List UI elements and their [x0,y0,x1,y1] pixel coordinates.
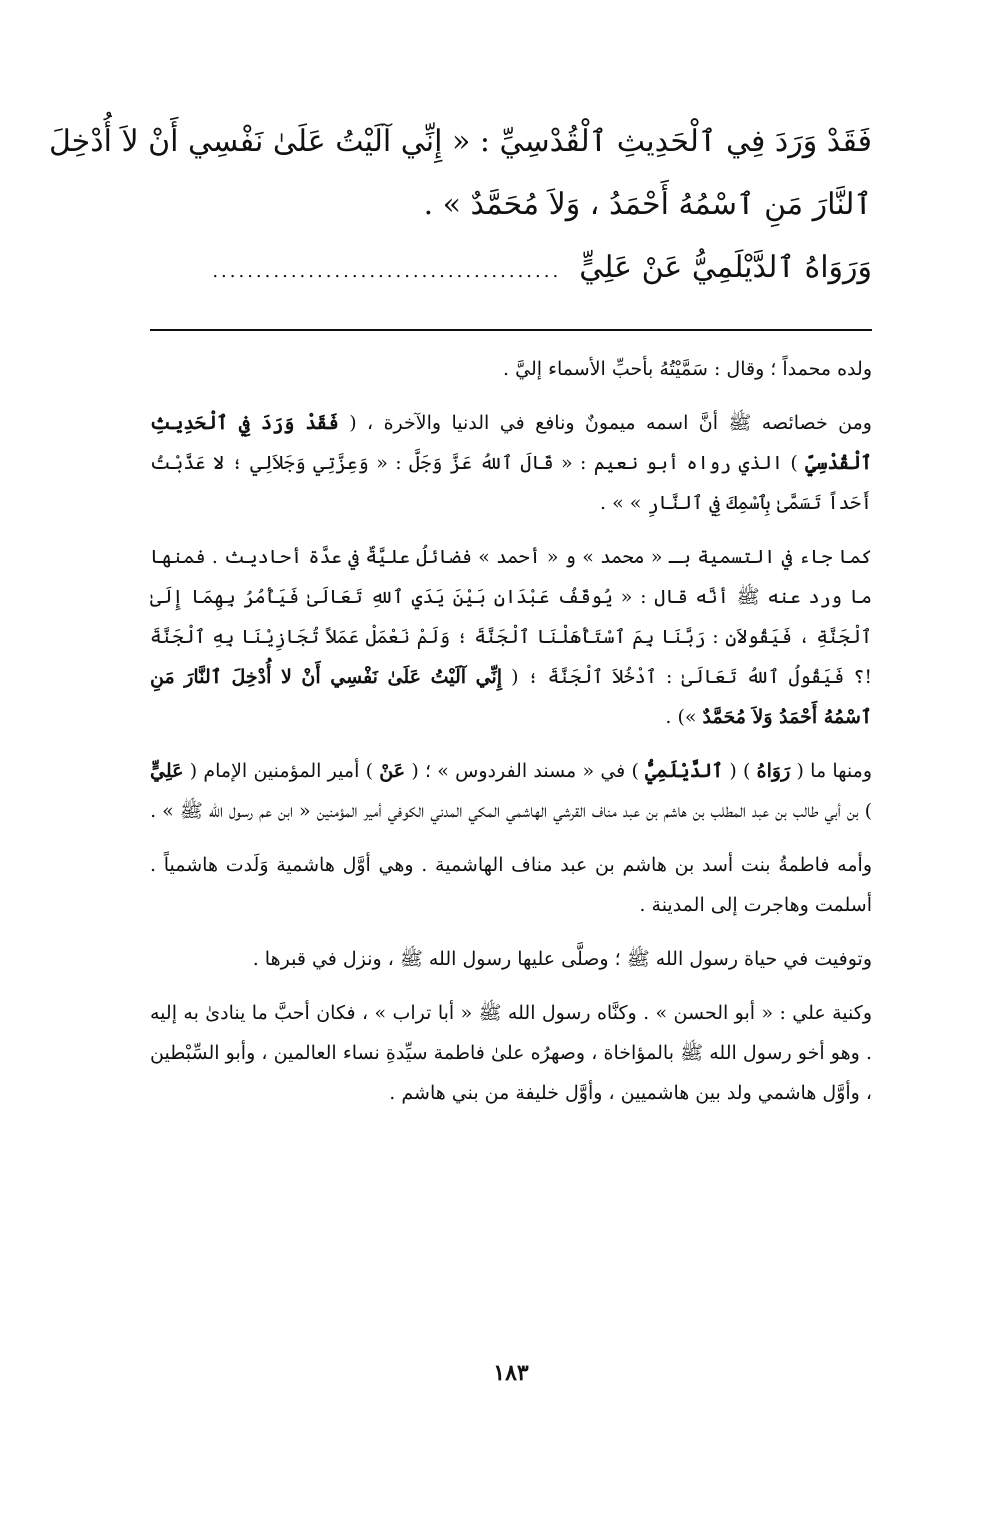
matn-line-1: فَقَدْ وَرَدَ فِي ٱلْحَدِيثِ ٱلْقُدْسِيِّ : « إِنِّي آلَيْتُ عَلَىٰ نَفْسِي أَنْ لاَ أُدْخِلَ [48,124,872,159]
p4-text-e: ) في « مسند الفردوس » ؛ ( [405,760,646,782]
matn-line-3 [150,236,872,303]
p4-text-a: ومنها ما ( [790,760,872,782]
commentary-paragraph-2 [150,403,872,523]
p4-text-c: ) ( [723,760,757,782]
p4-text-g: ) أمير المؤمنين الإمام ( [183,760,380,782]
separator-rule [150,329,872,331]
commentary-section [150,349,872,1113]
commentary-paragraph-7: وكنية علي : « أبو الحسن » . وكنَّاه رسول الله ﷺ « أبا تراب » ، فكان أحبَّ ما ينادىٰ به إليه . وهو أخو رسول الله ﷺ بالمؤاخاة ، وصهرُه علىٰ فاطمة سيِّدةِ نساء العالمين ، وأبو السِّبْطين ، وأوَّل هاشمي ولد بين هاشميين ، وأوَّل خليفة من بني هاشم . [150,1002,872,1104]
p4-quoted-ali: عَلِيٍّ [150,760,184,782]
p4-text-i: ) بن أبي طالب بن عبد المطلب بن هاشم بن عبد مناف القرشي الهاشمي المكي المدني الكوفي أمير المؤمنين « ابن عم رسول الله ﷺ » . [150,800,872,822]
page-number: ١٨٣ [493,1360,529,1386]
commentary-paragraph-5: وأمه فاطمةُ بنت أسد بن هاشم بن عبد مناف الهاشمية . وهي أوَّل هاشمية وَلَدت هاشمياً . أسلمت وهاجرت إلى المدينة . [150,854,872,916]
p4-quoted-rawahu: رَوَاهُ [756,760,791,782]
matn-section [48,110,872,303]
p3-text-c: ») . [665,706,703,728]
matn-dots: ........................................ [212,261,562,282]
p2-text-c: ) الذي رواه أبو نعيم : « قَالَ ٱللهُ عَزَّ وَجَلَّ : « وَعِزَّتِي وَجَلاَلِي ؛ لا عَذَّبْتُ أَحَداً تَسَمَّىٰ بِٱسْمِكَ فِي ٱلنَّارِ » » . [150,452,872,514]
commentary-paragraph-6: وتوفيت في حياة رسول الله ﷺ ؛ وصلَّى عليها رسول الله ﷺ ، ونزل في قبرها . [252,948,872,970]
p4-quoted-daylami: ٱلدَّيْلَمِيُّ [645,760,724,782]
commentary-paragraph-4 [150,751,872,831]
commentary-paragraph-3 [150,537,872,737]
p3-quoted-matn: إِنِّي آلَيْتُ عَلَىٰ نَفْسِي أَنْ لا أُدْخِلَ ٱلنَّارَ مَنِ ٱسْمُهُ أَحْمَدُ وَلاَ مُحَمَّدٌ [150,666,872,728]
book-page [48,110,872,1450]
matn-line-2: ٱلنَّارَ مَنِ ٱسْمُهُ أَحْمَدُ ، وَلاَ مُحَمَّدٌ » . [423,187,872,222]
p2-quoted-matn: فَقَدْ وَرَدَ فِي ٱلْحَدِيثِ ٱلْقُدْسِيِّ [150,412,872,474]
p4-quoted-an: عَنْ [379,760,406,782]
commentary-paragraph-1: ولده محمداً ؛ وقال : سَمَّيْتُهُ بأحبِّ الأسماء إليَّ . [503,358,872,380]
matn-line-3-text: وَرَوَاهُ ٱلدَّيْلَمِيُّ عَنْ عَلِيٍّ [579,250,872,285]
p2-text-a: ومن خصائصه ﷺ أنَّ اسمه ميمونٌ ونافع في الدنيا والآخرة ، ( [338,412,872,434]
p3-text-a: كما جاء في التسمية بـ « محمد » و « أحمد » فضائلُ عليَّةٌ في عدَّة أحاديث . فمنها ما ورد عنه ﷺ أنَّه قال : « يُوقَفُ عَبْدَانِ بَيْنَ يَدَيِ ٱللهِ تَعَالَىٰ فَيَأْمُرُ بِهِمَا إِلَىٰ ٱلْجَنَّةِ ، فَيَقُولاَنِ : رَبَّنَا بِمَ ٱسْتَأْهَلْنَا ٱلْجَنَّةَ ؛ وَلَمْ نَعْمَلْ عَمَلاً تُجَازِيْنَا بِهِ ٱلْجَنَّةَ !؟ فَيَقُولُ ٱللهُ تَعَالَىٰ : ٱدْخُلاَ ٱلْجَنَّةَ ؛ ( [150,546,872,688]
